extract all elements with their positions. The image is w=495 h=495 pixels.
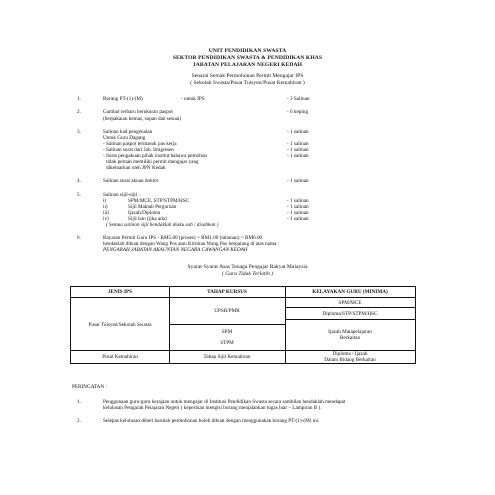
item-quantity: - 1 salinan xyxy=(287,153,309,159)
item-text: Borang PT-(1)-(M) xyxy=(103,96,143,102)
requirements-title: Syarat-Syarat Asas Tenaga Pengajar Rakyat Malaysia xyxy=(187,264,308,270)
header-line-2: SEKTOR PENDIDIKAN SWASTA & PENDIDIKAN KHAS xyxy=(172,55,323,61)
item-quantity: - 1 salinan xyxy=(287,147,309,153)
item-text: - Salinan paspot termasuk pas kerja xyxy=(103,141,177,147)
item-sub-number: i) xyxy=(103,198,107,204)
item-text: Gambar terbaru berukuran paspot xyxy=(103,109,173,115)
row-course-level: UPSR/PMR xyxy=(214,308,240,314)
item-quantity: - 1 salinan xyxy=(287,216,309,222)
note-text: kelulusan Pengarah Pelajaran Negeri ( keperluan mengisi borang menjalankan tugas luar – Lampiran B ). xyxy=(103,405,322,411)
item-text: Sijil lain (jika ada) xyxy=(128,216,167,222)
item-note: ( Semua salinan sijil hendaklah diaku sah / disahkan ) xyxy=(106,222,219,228)
item-quantity: - 6 keping xyxy=(287,109,309,115)
note-text: Selepas kelulusan diberi barulah permohonan boleh dibuat dengan menggunakan borang PT-(1)-(M) ini. xyxy=(103,418,320,424)
item-sub-number: iii) xyxy=(103,210,110,216)
requirements-table xyxy=(70,286,416,364)
row-course-level: STPM xyxy=(220,340,234,346)
item-text: hendaklah dibuat dengan Wang Pos atau Kiriman Wang Pos berpalang di atas nama : xyxy=(103,241,280,247)
checklist-title: Senarai Semak Permohonan Permit Mengajar IPS xyxy=(191,73,304,79)
item-quantity: - 1 salinan xyxy=(287,141,309,147)
note-text: Penggunaan guru-guru kerajaan untuk mengajar di Institusi Pendidikan Swasta secara sambilan hendaklah mendapat xyxy=(103,399,346,405)
item-text: Bayaran Permit Guru IPS - RM5.00 (proses) + RM1.00 (tahunan) = RM6.00 xyxy=(103,235,263,241)
item-quantity: - 1 salinan xyxy=(287,210,309,216)
item-number: 2. xyxy=(77,109,81,115)
row-ips-type: Pusat Kemahiran xyxy=(102,354,138,360)
item-quantity: - 1 salinan xyxy=(287,198,309,204)
item-text: dikeluarkan oleh JPN Kedah xyxy=(106,165,166,171)
row-qualification: SPM/MCE xyxy=(338,300,362,306)
item-text: Ijazah/Diploma xyxy=(128,210,161,216)
row-qualification: Ijazah Matapelajaran xyxy=(328,329,372,335)
header-line-3: JABATAN PELAJARAN NEGERI KEDAH xyxy=(192,62,303,68)
item-number: 3. xyxy=(77,129,81,135)
row-course-level: Tahap Sijil Kemahiran xyxy=(203,354,251,360)
item-note: - untuk IPS xyxy=(181,96,205,102)
column-header-tahap-kursus: TAHAP KURSUS xyxy=(207,289,247,295)
item-number: 4. xyxy=(77,178,81,184)
item-text: - Surat pengakuan pihak institut bahawa pemohon xyxy=(103,153,208,159)
item-sub-number: ii) xyxy=(103,204,108,210)
row-ips-type: Pusat Tuisyen/Sekolah Swasta xyxy=(88,322,152,328)
row-qualification: Diploma / Ijazah xyxy=(332,351,368,357)
requirements-subtitle: ( Guru Tidak Terlatih ) xyxy=(221,271,274,277)
item-text: Salinan sijil-sijil : xyxy=(103,192,140,198)
item-text: Sijil Maktab Perguruan xyxy=(128,204,177,210)
item-text: (berpakaian kemas, sopan dan sesuai) xyxy=(103,116,182,122)
row-qualification: Berkaitan xyxy=(339,335,361,341)
item-quantity: - 1 salinan xyxy=(287,129,309,135)
item-quantity: - 3 Salinan xyxy=(287,96,310,102)
item-text: tidak pernah memiliki permit mengajar yang xyxy=(106,159,199,165)
item-quantity: - 1 salinan xyxy=(287,178,309,184)
column-header-jenis-ips: JENIS IPS xyxy=(107,289,133,295)
payee-name: PENGARAH JABATAN AKAUNTAN NEGARA CAWANGAN KEDAH xyxy=(103,247,248,253)
item-number: 5. xyxy=(77,192,81,198)
column-header-kelayakan: KELAYAKAN GURU (MINIMA) xyxy=(312,289,388,295)
item-sub-number: iv) xyxy=(103,216,109,222)
notes-title: PERINGATAN : xyxy=(72,384,107,390)
item-text: Salinan kad pengenalan xyxy=(103,129,153,135)
note-number: 1. xyxy=(77,399,81,405)
item-number: 1. xyxy=(77,96,81,102)
row-qualification: Diploma/STP/STPM/HSC xyxy=(322,311,378,317)
row-course-level: SPM xyxy=(221,329,233,335)
item-text: Untuk Guru Dagang xyxy=(103,135,146,141)
item-text: - Salinan surat dari Jab. Imigresen xyxy=(103,147,174,153)
header-line-1: UNIT PENDIDIKAN SWASTA xyxy=(208,48,287,54)
item-number: 6. xyxy=(77,235,81,241)
item-quantity: - 1 salinan xyxy=(287,204,309,210)
item-text: SPM/MCE, STP/STPM/HSC xyxy=(128,198,190,204)
checklist-subtitle: ( Sekolah Swasta/Pusat Tuisyen/Pusat Kemahiran ) xyxy=(190,80,305,86)
item-text: Salinan surat akuan doktor xyxy=(103,178,159,184)
note-number: 2. xyxy=(77,418,81,424)
row-qualification: Dalam Bidang Berkaitan xyxy=(324,357,376,363)
